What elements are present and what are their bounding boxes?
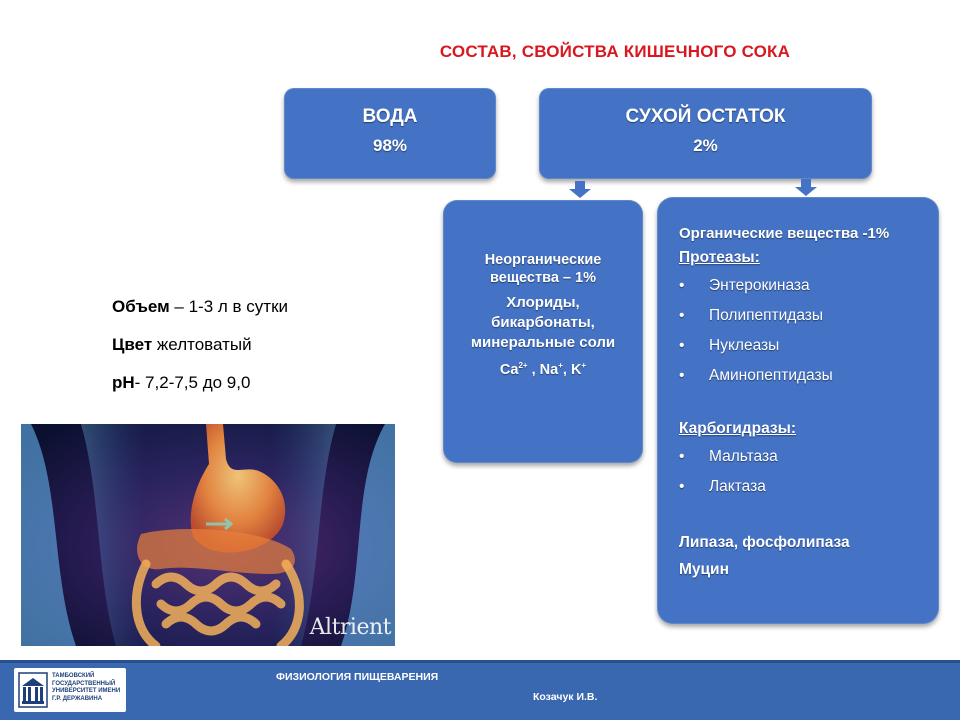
organic-heading: Органические вещества -1% — [679, 225, 890, 242]
ion-ca-charge: 2+ — [518, 361, 528, 370]
university-building-icon — [18, 672, 48, 708]
inorganic-box — [443, 200, 643, 463]
inorganic-list: Хлориды, бикарбонаты, минеральные соли — [470, 294, 616, 351]
author-name: Козачук И.В. — [533, 691, 598, 703]
ion-ca: Ca — [499, 361, 519, 378]
juice-properties — [112, 295, 288, 409]
inorganic-heading: Неорганические вещества – 1% — [484, 252, 602, 286]
list-item: • Лактаза — [679, 472, 939, 502]
digestive-tract-image — [21, 424, 395, 646]
course-name: ФИЗИОЛОГИЯ ПИЩЕВАРЕНИЯ — [276, 671, 439, 683]
volume-label: Объем — [112, 297, 170, 316]
ph-value: - 7,2-7,5 до 9,0 — [134, 373, 251, 392]
ph-row — [112, 371, 288, 395]
ion-na: Na — [539, 361, 559, 378]
color-value: желтоватый — [152, 335, 252, 354]
proteases-list — [679, 271, 939, 391]
list-item: • Мальтаза — [679, 442, 939, 472]
volume-row — [112, 295, 288, 319]
water-label: ВОДА — [362, 106, 418, 127]
university-name: ТАМБОВСКИЙ ГОСУДАРСТВЕННЫЙ УНИВЕРСИТЕТ ИМЕНИ Г.Р. ДЕРЖАВИНА — [52, 673, 121, 702]
ph-label: pH — [112, 373, 135, 392]
water-percent: 98% — [372, 136, 408, 155]
inorganic-ions: $Ca^{2+}$ , Na+, K+ — [499, 361, 587, 378]
carbohydrases-list — [679, 442, 939, 502]
water-box — [284, 88, 496, 179]
slide-title: СОСТАВ, СВОЙСТВА КИШЕЧНОГО СОКА — [439, 42, 791, 61]
list-item: • Полипептидазы — [679, 301, 939, 331]
volume-value: – 1-3 л в сутки — [169, 297, 289, 316]
color-row — [112, 333, 288, 357]
carbohydrases-label: Карбогидразы: — [679, 420, 796, 437]
ion-na-charge: + — [558, 361, 563, 370]
proteases-label: Протеазы: — [679, 249, 760, 266]
dry-residue-percent: 2% — [693, 136, 718, 155]
list-item: • Нуклеазы — [679, 331, 939, 361]
list-item: • Энтерокиназа — [679, 271, 939, 301]
lipases-text: Липаза, фосфолипаза — [679, 534, 850, 551]
mucin-text: Муцин — [679, 561, 729, 578]
dry-residue-box — [539, 88, 872, 179]
ion-k-charge: + — [581, 361, 587, 370]
digestive-system-illustration — [21, 424, 395, 646]
ion-k: K — [570, 361, 582, 378]
footer-bar — [0, 660, 960, 720]
list-item: • Аминопептидазы — [679, 361, 939, 391]
color-label: Цвет — [112, 335, 153, 354]
organic-box — [657, 197, 939, 624]
illustration-watermark: Altrient — [309, 615, 391, 640]
university-logo — [14, 668, 126, 712]
dry-residue-label: СУХОЙ ОСТАТОК — [625, 106, 786, 127]
